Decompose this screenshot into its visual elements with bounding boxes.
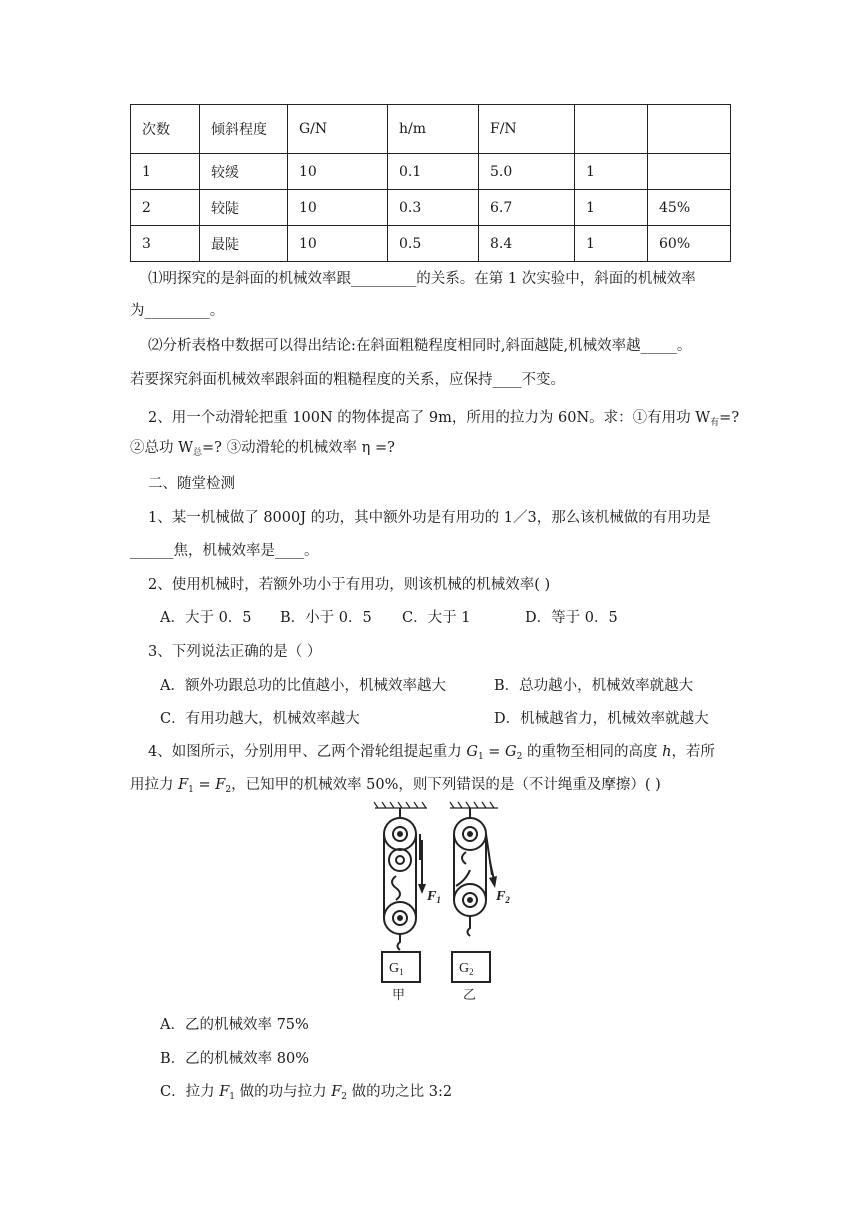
label-f1: $F_1$ (427, 889, 441, 905)
question-2-text: 2、用一个动滑轮把重 100N 的物体提高了 9m，所用的拉力为 60N。求：①有用功 W (148, 410, 711, 426)
test-3-option-d: D．机械越省力，机械效率就越大 (494, 711, 709, 727)
table-cell: 较缓 (200, 154, 288, 190)
test-1-cont: ______焦，机械效率是____。 (130, 543, 319, 559)
table-cell: 10 (288, 190, 388, 226)
option-b: B．小于 0．5 (280, 610, 372, 626)
question-1b-cont: 若要探究斜面机械效率跟斜面的粗糙程度的关系，应保持____不变。 (130, 372, 565, 388)
subscript: 1 (229, 1092, 236, 1102)
label-f2: $F_2$ (496, 889, 510, 905)
pulley-figure (370, 800, 520, 1005)
answer-option-c (160, 1082, 452, 1107)
test-4-text-a: 4、如图所示，分别用甲、乙两个滑轮组提起重力 (148, 744, 467, 760)
equals: = (483, 744, 506, 760)
test-4-cont (130, 775, 661, 800)
table-cell: 10 (288, 226, 388, 262)
answer-option-b: B．乙的机械效率 80% (160, 1051, 309, 1067)
table-header-cell (575, 105, 648, 154)
table-header-cell: h/m (388, 105, 479, 154)
pulley-system-jia (384, 808, 422, 950)
var-f: F (178, 777, 189, 793)
table-cell: 10 (288, 154, 388, 190)
question-1a: ⑴明探究的是斜面的机械效率跟_________的关系。在第 1 次实验中，斜面的机械效率 (148, 271, 696, 287)
question-1b: ⑵分析表格中数据可以得出结论:在斜面粗糙程度相同时,斜面越陡,机械效率越_____。 (148, 338, 692, 354)
ceiling-icon (374, 802, 498, 808)
subscript: 总 (193, 448, 203, 458)
subscript: 有 (710, 418, 720, 428)
table-row (131, 154, 731, 190)
subscript: 2 (516, 752, 523, 762)
table-cell: 1 (575, 226, 648, 262)
var-g: G (466, 744, 478, 760)
subscript: 2 (225, 785, 232, 795)
table-header-cell: F/N (479, 105, 575, 154)
option-c-text-a: C．拉力 (160, 1084, 220, 1100)
equals: = (193, 777, 216, 793)
table-header-cell (648, 105, 731, 154)
table-header-cell: 次数 (131, 105, 200, 154)
table-cell: 5.0 (479, 154, 575, 190)
subscript: 2 (341, 1092, 348, 1102)
test-3-option-a: A．额外功跟总功的比值越小，机械效率越大 (160, 678, 446, 694)
var-f: F (331, 1084, 342, 1100)
option-a: A．大于 0．5 (160, 610, 252, 626)
table-cell (648, 154, 731, 190)
test-4 (148, 742, 715, 767)
test-3: 3、下列说法正确的是（ ） (148, 644, 322, 660)
label-jia: 甲 (392, 988, 406, 1003)
question-2-tail: =? (719, 410, 740, 426)
var-h: h (662, 744, 672, 760)
option-c-text-c: 做的功之比 3:2 (347, 1084, 453, 1100)
question-2 (148, 408, 739, 433)
answer-option-a: A．乙的机械效率 75% (160, 1017, 309, 1033)
question-1a-cont: 为_________。 (130, 303, 225, 319)
table-cell: 最陡 (200, 226, 288, 262)
var-f: F (219, 1084, 230, 1100)
question-2-line2-a: ②总功 W (130, 440, 194, 456)
table-header-cell: G/N (288, 105, 388, 154)
question-2-line2-b: =? ③动滑轮的机械效率 η =? (202, 440, 395, 456)
label-g2: $G_2$ (459, 961, 474, 977)
table-cell: 6.7 (479, 190, 575, 226)
var-g: G (505, 744, 517, 760)
subscript: 1 (188, 785, 194, 795)
var-f: F (215, 777, 226, 793)
table-cell: 较陡 (200, 190, 288, 226)
table-cell: 3 (131, 226, 200, 262)
table-cell: 0.3 (388, 190, 479, 226)
arrow-f1-icon (418, 870, 426, 894)
option-c-text-b: 做的功与拉力 (235, 1084, 332, 1100)
table-cell: 1 (575, 154, 648, 190)
question-2-cont (130, 438, 395, 463)
subscript: 1 (477, 752, 484, 762)
test-3-option-b: B．总功越小，机械效率就越大 (494, 678, 694, 694)
table-cell: 8.4 (479, 226, 575, 262)
table-cell: 2 (131, 190, 200, 226)
table-cell: 60% (648, 226, 731, 262)
test-1: 1、某一机械做了 8000J 的功，其中额外功是有用功的 1／3，那么该机械做的有用功是 (148, 510, 711, 526)
label-g1: $G_1$ (389, 961, 404, 977)
table-row (131, 190, 731, 226)
option-c: C．大于 1 (402, 610, 471, 626)
test-4-text-e: ，已知甲的机械效率 50%，则下列错误的是（不计绳重及摩擦）( ) (231, 777, 661, 793)
test-4-text-b: 的重物至相同的高度 (522, 744, 663, 760)
arrow-f2-icon (489, 862, 497, 888)
label-yi: 乙 (463, 988, 477, 1003)
table-row (131, 226, 731, 262)
table-header-row (131, 105, 731, 154)
table-header-cell: 倾斜程度 (200, 105, 288, 154)
section-heading: 二、随堂检测 (148, 476, 235, 492)
table-cell: 1 (131, 154, 200, 190)
test-4-text-c: ，若所 (671, 744, 715, 760)
pulley-system-yi (454, 808, 492, 936)
experiment-table (130, 104, 731, 262)
table-cell: 0.1 (388, 154, 479, 190)
option-d: D．等于 0．5 (525, 610, 618, 626)
table-cell: 0.5 (388, 226, 479, 262)
test-2: 2、使用机械时，若额外功小于有用功，则该机械的机械效率( ) (148, 577, 551, 593)
test-3-option-c: C．有用功越大，机械效率越大 (160, 711, 360, 727)
test-4-text-d: 用拉力 (130, 777, 179, 793)
table-cell: 1 (575, 190, 648, 226)
table-cell: 45% (648, 190, 731, 226)
